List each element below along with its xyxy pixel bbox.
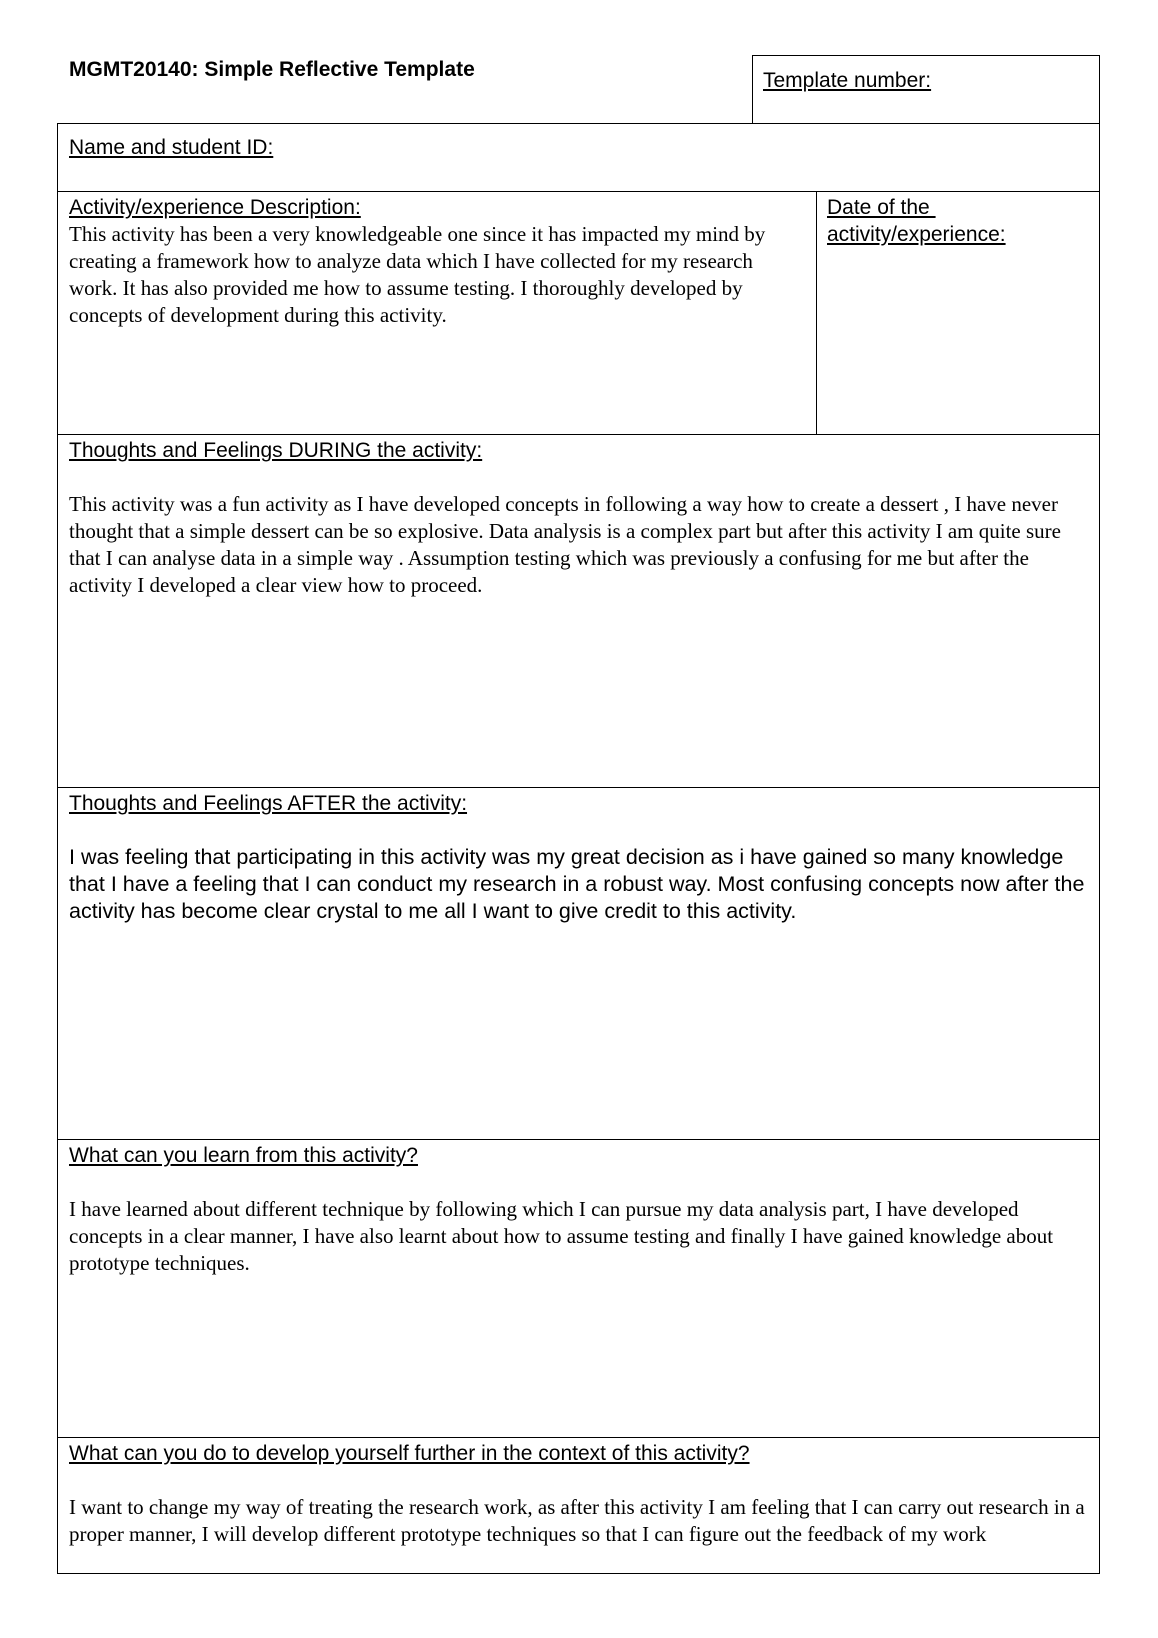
activity-date-field[interactable] — [816, 192, 1099, 434]
learn-field[interactable] — [58, 1139, 1099, 1437]
develop-label: What can you do to develop yourself further in the context of this activity? — [69, 1442, 750, 1465]
thoughts-after-label: Thoughts and Feelings AFTER the activity: — [69, 792, 468, 815]
activity-description-field[interactable] — [58, 192, 816, 434]
document-title: MGMT20140: Simple Reflective Template — [69, 58, 475, 81]
name-student-id-field[interactable] — [58, 124, 1099, 191]
learn-text: I have learned about different technique by following which I can pursue my data analysis part, I have developed concepts in a clear manner, I have also learnt about how to assume testing and finally I have gained knowledge about prototype techniques. — [69, 1197, 1054, 1275]
activity-date-label-line1: Date of the — [827, 196, 936, 219]
thoughts-after-field[interactable] — [58, 787, 1099, 1139]
thoughts-after-text: I was feeling that participating in this activity was my great decision as i have gained so many knowledge that I have a feeling that I can conduct my research in a robust way. Most confusing concepts now after the activity has become clear crystal to me all I want to give credit to this activity. — [69, 845, 1085, 923]
activity-date-label-line2: activity/experience: — [827, 223, 1006, 246]
develop-field[interactable] — [58, 1437, 1099, 1573]
activity-description-label: Activity/experience Description: — [69, 196, 361, 219]
thoughts-during-text: This activity was a fun activity as I have developed concepts in following a way how to create a dessert , I have never thought that a simple dessert can be so explosive. Data analysis is a complex part but after this activity I am quite sure that I can analyse data in a simple way . Assumption testing which was previously a confusing for me but after the activity I developed a clear view how to proceed. — [69, 492, 1061, 597]
thoughts-during-label: Thoughts and Feelings DURING the activity: — [69, 439, 483, 462]
learn-label: What can you learn from this activity? — [69, 1144, 418, 1167]
thoughts-during-field[interactable] — [58, 434, 1099, 787]
template-number-label: Template number: — [763, 69, 932, 92]
develop-text: I want to change my way of treating the research work, as after this activity I am feeling that I can carry out research in a proper manner, I will develop different prototype techniques so that I can figure out the feedback of my work — [69, 1495, 1085, 1546]
activity-description-row — [58, 191, 1099, 434]
template-number-box[interactable] — [752, 55, 1100, 123]
name-student-id-label: Name and student ID: — [69, 136, 274, 159]
activity-description-text: This activity has been a very knowledgeable one since it has impacted my mind by creating a framework how to analyze data which I have collected for my research work. It has also provided me how to assume testing. I thoroughly developed by concepts of development during this activity. — [69, 222, 766, 327]
reflective-form — [57, 123, 1100, 1574]
